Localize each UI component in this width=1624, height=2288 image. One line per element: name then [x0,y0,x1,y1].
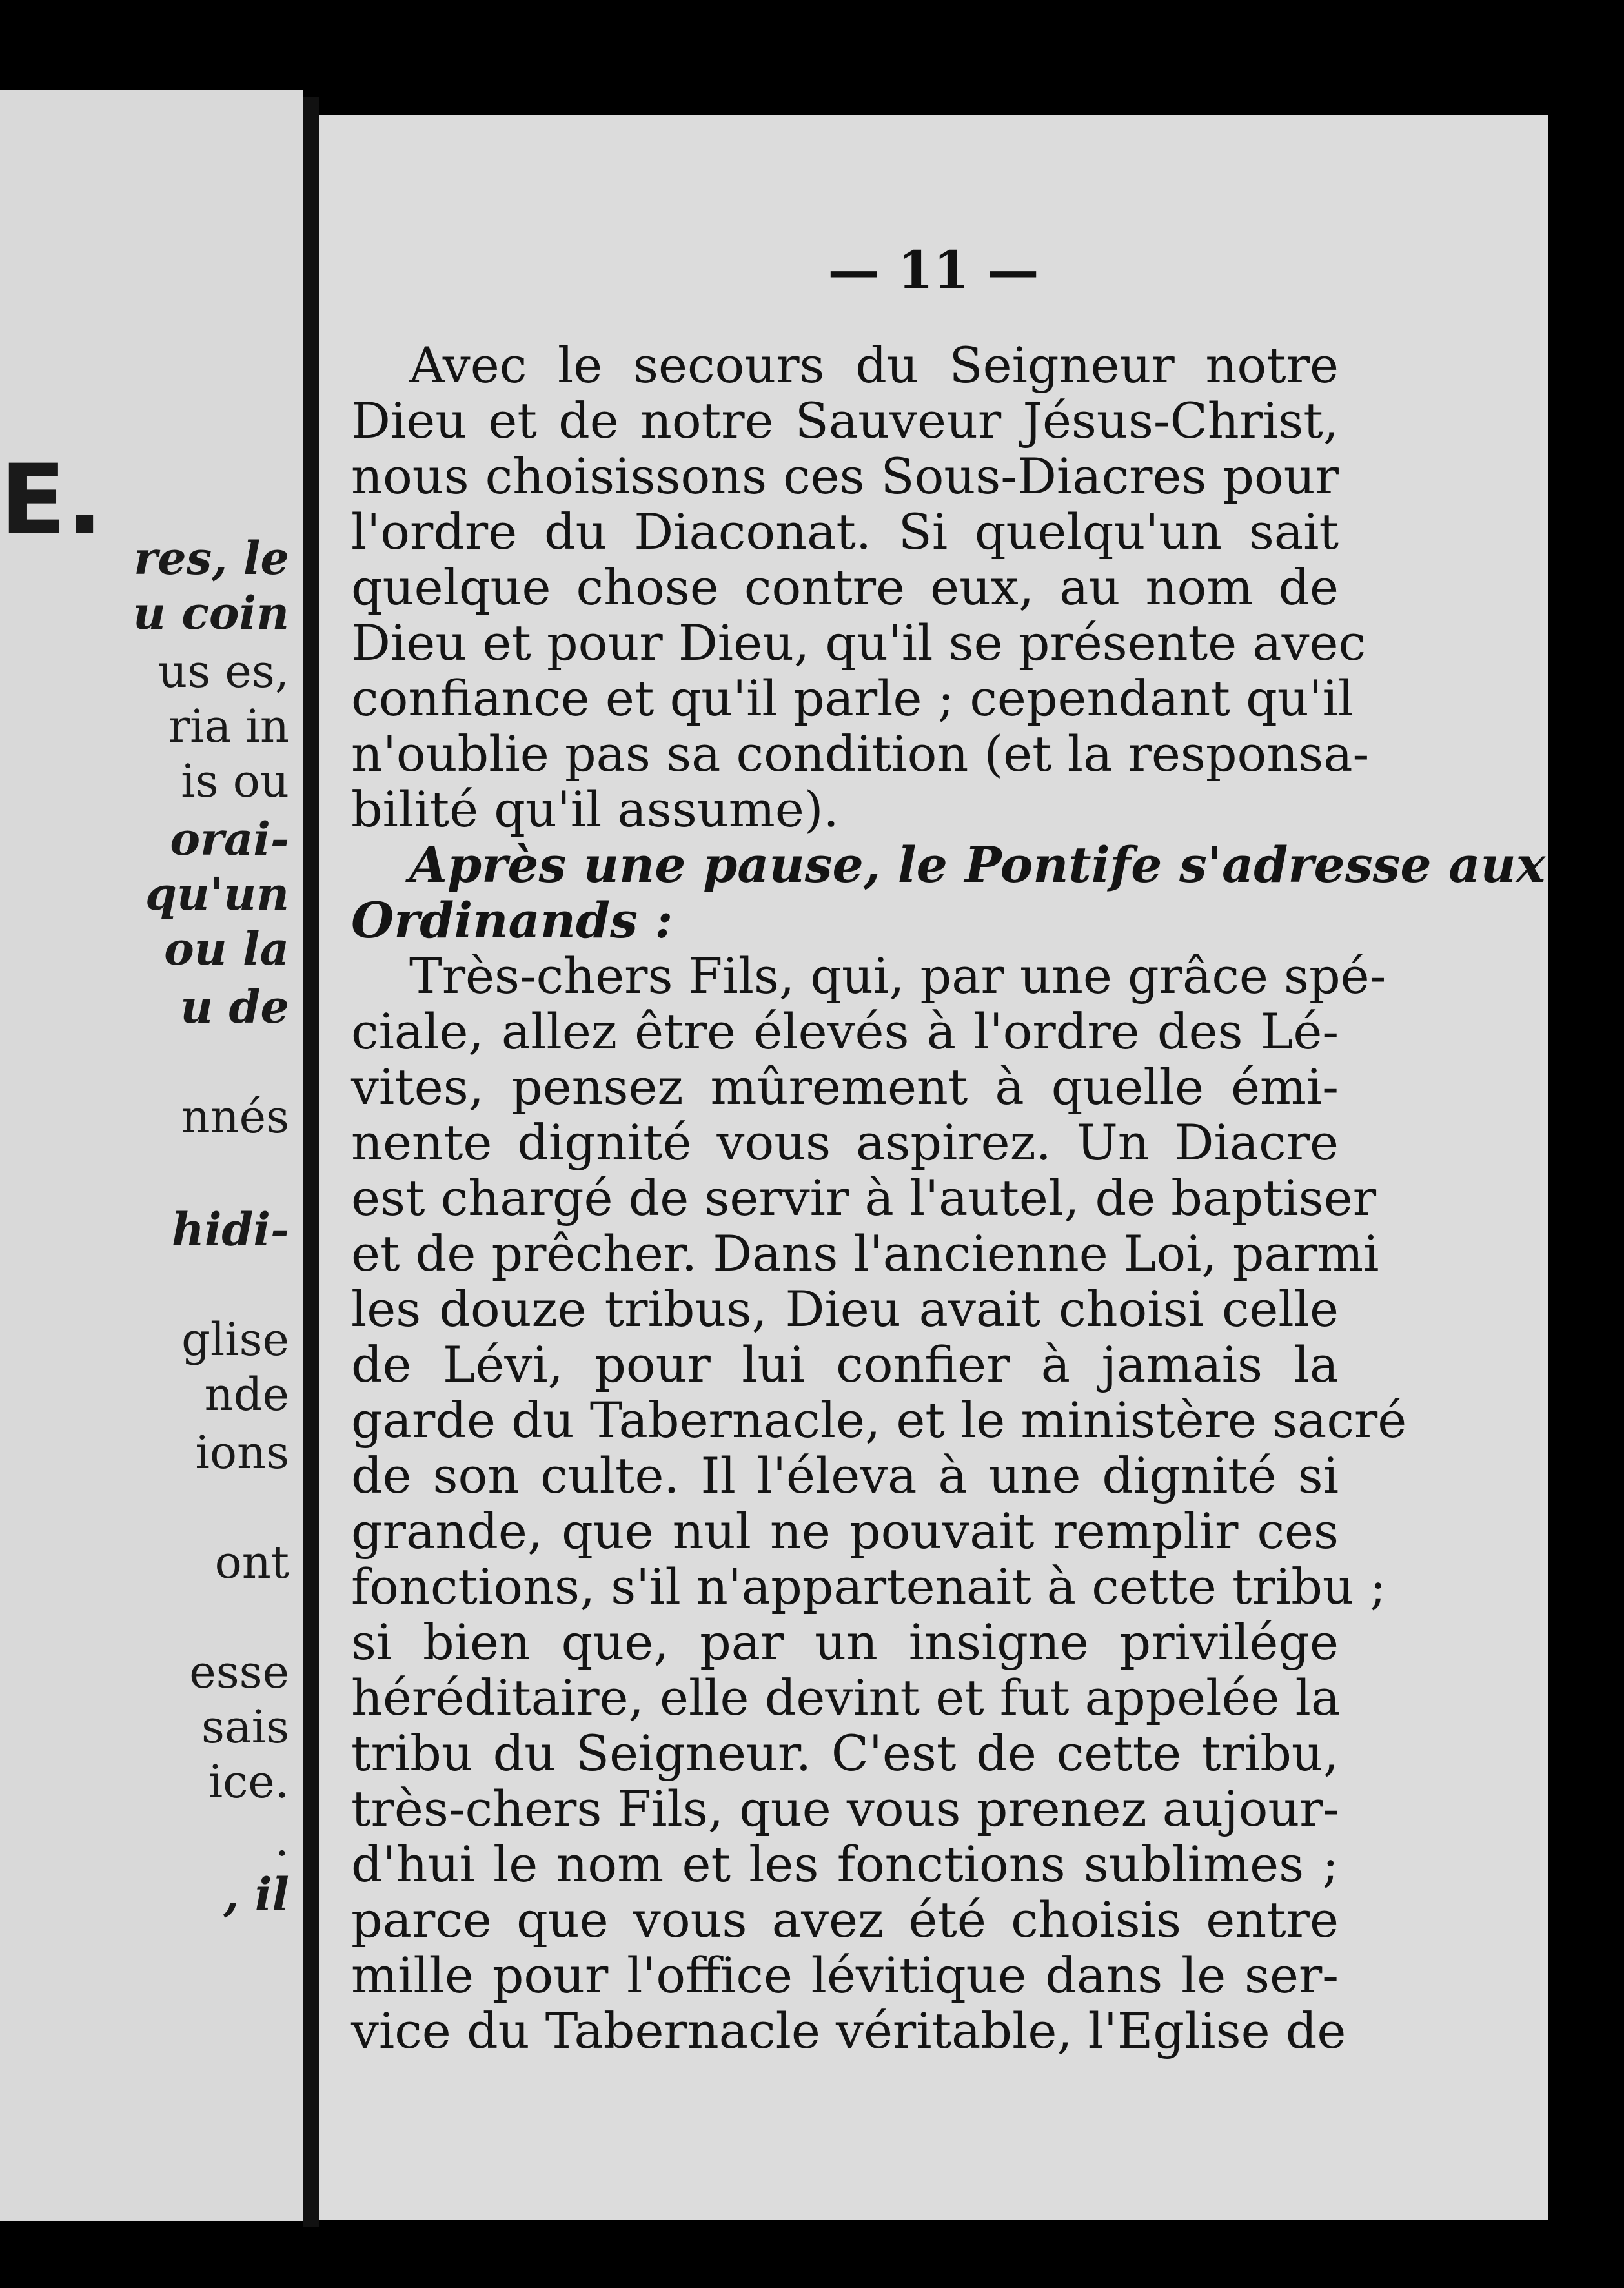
right-page [319,115,1548,2220]
text-line: fonctions, s'il n'appartenait à cette tribu ; [351,1558,1386,1615]
left-page-fragment: glise [181,1313,289,1366]
text-line: et de prêcher. Dans l'ancienne Loi, parmi [351,1225,1379,1282]
text-line: garde du Tabernacle, et le ministère sacré [351,1391,1407,1449]
text-line: confiance et qu'il parle ; cependant qu'il [351,669,1354,727]
text-line: Ordinands : [351,892,673,949]
left-page-fragment: is ou [181,755,289,808]
text-line: est chargé de servir à l'autel, de baptiser [351,1169,1377,1227]
text-line: si bien que, par un insigne privilége [351,1613,1339,1671]
left-page-fragment: u de [180,980,289,1034]
book-gutter [303,97,319,2227]
text-line: vice du Tabernacle véritable, l'Eglise de [351,2002,1346,2059]
left-page-fragment: us es, [158,645,289,698]
left-page-fragment: hidi- [171,1203,289,1256]
left-heading-fragment: E. [0,444,103,557]
text-line: de Lévi, pour lui confier à jamais la [351,1336,1339,1393]
left-page-fragment: sais [201,1701,289,1753]
left-page-fragment: . [274,1813,289,1866]
text-line: bilité qu'il assume). [351,781,839,838]
text-line: mille pour l'office lévitique dans le ser- [351,1946,1339,2004]
left-page-fragment: ions [195,1426,289,1479]
left-page-fragment: nnés [181,1090,289,1143]
left-page-fragment: ou la [164,922,289,975]
text-line: vites, pensez mûrement à quelle émi- [351,1058,1339,1116]
text-line: nente dignité vous aspirez. Un Diacre [351,1114,1339,1171]
body-text [351,336,1546,2059]
left-page [0,90,303,2221]
text-line: très-chers Fils, que vous prenez aujour- [351,1780,1340,1837]
text-line: d'hui le nom et les fonctions sublimes ; [351,1835,1339,1893]
left-page-fragment: , il [223,1868,289,1921]
page-number: — 11 — [827,240,1039,300]
left-page-fragment: qu'un [145,867,289,921]
text-line: héréditaire, elle devint et fut appelée la [351,1669,1341,1726]
left-page-fragment: res, le [134,531,289,585]
text-line: Dieu et pour Dieu, qu'il se présente avec [351,614,1366,671]
text-line: ciale, allez être élevés à l'ordre des Lé- [351,1003,1339,1060]
left-page-fragment: u coin [132,586,289,640]
text-line: tribu du Seigneur. C'est de cette tribu, [351,1724,1339,1782]
text-line: quelque chose contre eux, au nom de [351,558,1339,616]
text-line: grande, que nul ne pouvait remplir ces [351,1502,1339,1560]
text-line: nous choisissons ces Sous-Diacres pour [351,447,1339,505]
left-page-fragment: orai- [170,812,289,866]
text-line: Après une pause, le Pontife s'adresse aux [409,836,1546,894]
left-page-fragment: nde [204,1368,289,1421]
text-line: Dieu et de notre Sauveur Jésus-Christ, [351,392,1339,449]
left-page-fragment: ice. [208,1755,289,1808]
left-page-fragment: ont [214,1536,289,1589]
text-line: Avec le secours du Seigneur notre [409,336,1339,394]
text-line: de son culte. Il l'éleva à une dignité si [351,1447,1339,1504]
text-line: Très-chers Fils, qui, par une grâce spé- [409,947,1386,1005]
text-line: les douze tribus, Dieu avait choisi celle [351,1280,1339,1338]
left-page-fragment: esse [189,1646,289,1699]
text-line: l'ordre du Diaconat. Si quelqu'un sait [351,503,1339,560]
text-line: n'oublie pas sa condition (et la responsa- [351,725,1370,782]
left-page-fragment: ria in [168,700,289,753]
text-line: parce que vous avez été choisis entre [351,1891,1339,1948]
